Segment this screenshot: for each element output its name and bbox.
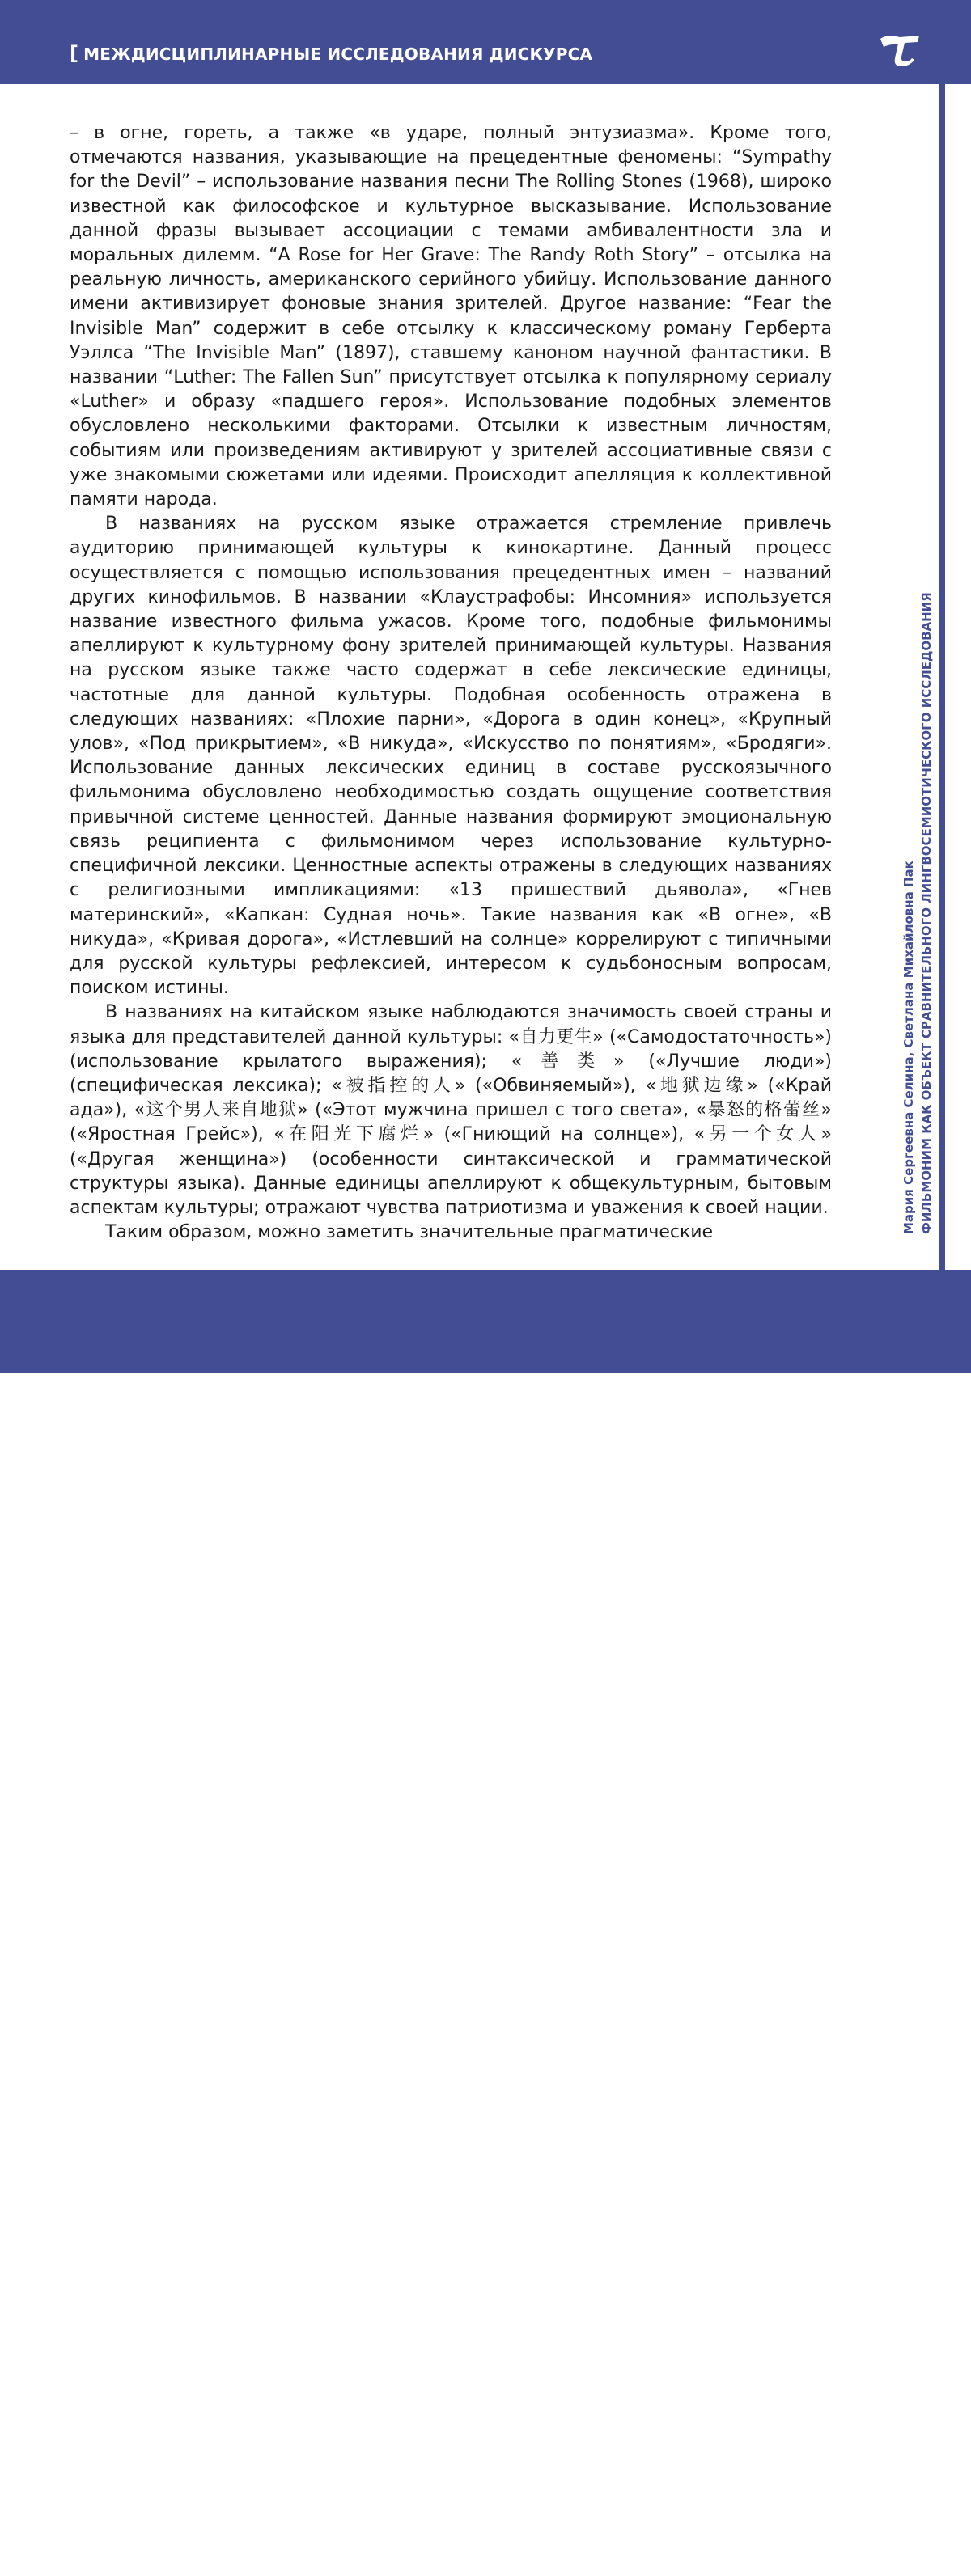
header-title-text: МЕЖДИСЦИПЛИНАРНЫЕ ИССЛЕДОВАНИЯ ДИСКУРСА	[83, 44, 593, 64]
authors-line: Мария Сергеевна Селина, Светлана Михайловна Пак	[901, 861, 916, 1234]
paragraph-3: В названиях на китайском языке наблюдаются значимость своей страны и языка для представителей данной культуры: «自力更生» («Самодостаточность») (использование крылатого выражения); «善类» («Лучшие люди») (специфическая лексика); «被指控的人» («Обвиняемый»), «地狱边缘» («Край ада»), «这个男人来自地狱» («Этот мужчина пришел с того света», «暴怒的格蕾丝» («Яростная Грейс»), «在阳光下腐烂» («Гниющий на солнце»), «另一个女人» («Другая женщина») (особенности синтаксической и грамматической структуры языка). Данные единицы апеллируют к общекультурным, бытовым аспектам культуры; отражают чувства патриотизма и уважения к своей нации.	[70, 1002, 832, 1218]
page-number: 70	[887, 2557, 911, 2576]
article-body	[70, 121, 832, 1245]
paragraph-2: В названиях на русском языке отражается стремление привлечь аудиторию принимающей культуры к кинокартине. Данный процесс осуществляется с помощью использования прецедентных имен – названий других кинофильмов. В названии «Клаустрафобы: Инсомния» используется название известного фильма ужасов. Кроме того, подобные фильмонимы апеллируют к культурному фону зрителей принимающей культуры. Названия на русском языке также часто содержат в себе лексические единицы, частотные для данной культуры. Подобная особенность отражена в следующих названиях: «Плохие парни», «Дорога в один конец», «Крупный улов», «Под прикрытием», «В никуда», «Искусство по понятиям», «Бродяги». Использование данных лексических единиц в составе русскоязычного фильмонима обусловлено необходимостью создать ощущение соответствия привычной системе ценностей. Данные названия формируют эмоциональную связь реципиента с фильмонимом через использование культурно-специфичной лексики. Ценностные аспекты отражены в следующих названиях с религиозными импликациями: «13 пришествий дьявола», «Гнев материнский», «Капкан: Судная ночь». Такие названия как «В огне», «В никуда», «Кривая дорога», «Истлевший на солнце» коррелируют с типичными для русской культуры рефлексией, интересом к судьбоносным вопросам, поиском истины.	[70, 514, 832, 999]
side-accent-bar	[939, 84, 945, 1270]
tau-logo-icon	[879, 34, 921, 68]
paragraph-4: Таким образом, можно заметить значительные прагматические	[105, 1222, 714, 1243]
paragraph-1: – в огне, гореть, а также «в ударе, полный энтузиазма». Кроме того, отмечаются названия, указывающие на прецедентные феномены: “Sympathy for the Devil” – использование названия песни The Rolling Stones (1968), широко известной как философское и культурное высказывание. Использование данной фразы вызывает ассоциации с темами амбивалентности зла и моральных дилемм. “A Rose for Her Grave: The Randy Roth Story” – отсылка на реальную личность, американского серийного убийцу. Использование данного имени активизирует фоновые знания зрителей. Другое название: “Fear the Invisible Man” содержит в себе отсылку к классическому роману Герберта Уэллса “The Invisible Man” (1897), ставшему каноном научной фантастики. В названии “Luther: The Fallen Sun” присутствует отсылка к популярному сериалу «Luther» и образу «падшего героя». Использование подобных элементов обусловлено несколькими факторами. Отсылки к известным личностям, событиям или произведениям активируют у зрителей ассоциативные связи с уже знакомыми сюжетами или идеями. Происходит апелляция к коллективной памяти народа.	[70, 123, 832, 510]
header-bracket: [	[70, 42, 79, 65]
running-header-vertical	[900, 587, 935, 1234]
article-title-line: ФИЛЬМОНИМ КАК ОБЪЕКТ СРАВНИТЕЛЬНОГО ЛИНГВОСЕМИОТИЧЕСКОГО ИССЛЕДОВАНИЯ	[919, 592, 934, 1234]
page-header	[0, 0, 971, 84]
page-footer	[0, 1270, 971, 2576]
journal-section-title	[70, 42, 592, 65]
